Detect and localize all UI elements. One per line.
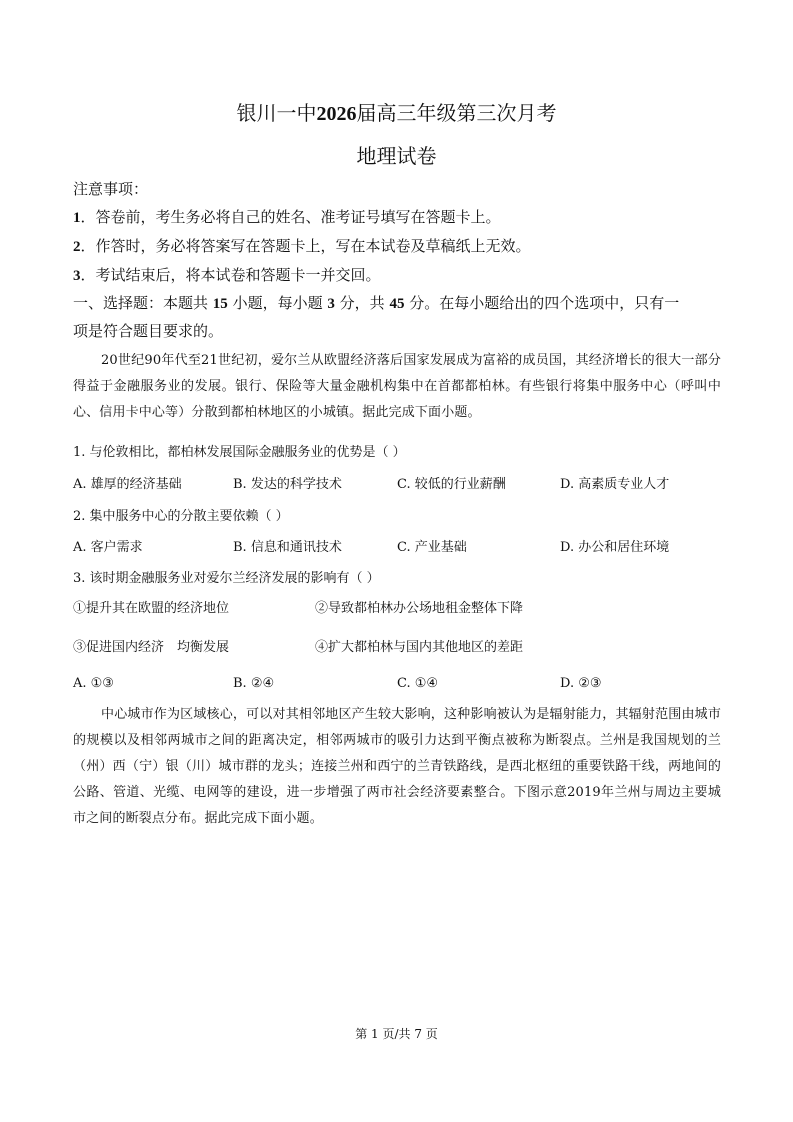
notice-item-3 bbox=[73, 264, 381, 287]
question-3-statement-3: ③促进国内经济 均衡发展 bbox=[73, 640, 230, 655]
section-text: 分，共 bbox=[339, 294, 385, 312]
notice-item-1 bbox=[73, 206, 501, 229]
section-number: 15 bbox=[212, 296, 228, 312]
question-1-option-d: D. 高素质专业人才 bbox=[560, 477, 670, 492]
notice-num: 2 bbox=[73, 239, 81, 255]
question-2-option-c: C. 产业基础 bbox=[397, 540, 467, 555]
question-2-option-a: A. 客户需求 bbox=[73, 540, 143, 555]
question-2-option-b: B. 信息和通讯技术 bbox=[233, 540, 342, 555]
question-2-stem: 2. 集中服务中心的分散主要依赖（ ） bbox=[73, 509, 289, 524]
question-3-stem: 3. 该时期金融服务业对爱尔兰经济发展的影响有（ ） bbox=[73, 571, 380, 586]
question-3-option-b: B. ②④ bbox=[233, 676, 275, 691]
section-text: 分。在每小题给出的四个选项中，只有一 bbox=[409, 294, 680, 312]
section-number: 45 bbox=[389, 296, 405, 312]
exam-title bbox=[0, 99, 793, 128]
question-1-option-a: A. 雄厚的经济基础 bbox=[73, 477, 182, 492]
question-1-option-b: B. 发达的科学技术 bbox=[233, 477, 342, 492]
notice-num: 1 bbox=[73, 210, 81, 226]
question-2-option-d: D. 办公和居住环境 bbox=[560, 540, 670, 555]
passage-1 bbox=[73, 348, 721, 426]
title-prefix: 银川一中 bbox=[236, 101, 317, 125]
question-1-stem: 1. 与伦敦相比，都柏林发展国际金融服务业的优势是（ ） bbox=[73, 445, 406, 460]
section-text: 小题，每小题 bbox=[232, 294, 323, 312]
question-3-statement-4: ④扩大都柏林与国内其他地区的差距 bbox=[315, 640, 524, 655]
notice-heading: 注意事项： bbox=[73, 180, 149, 198]
section-text: 一、选择题：本题共 bbox=[73, 294, 209, 312]
notice-item-2 bbox=[73, 235, 531, 258]
question-3-statement-1: ①提升其在欧盟的经济地位 bbox=[73, 601, 230, 616]
notice-text: ．考试结束后，将本试卷和答题卡一并交回。 bbox=[80, 266, 381, 284]
section-heading bbox=[73, 292, 679, 315]
notice-text: ．作答时，务必将答案写在答题卡上，写在本试卷及草稿纸上无效。 bbox=[80, 237, 531, 255]
section-heading-line2: 项是符合题目要求的。 bbox=[73, 322, 224, 340]
title-suffix: 届高三年级第三次月考 bbox=[356, 101, 557, 125]
page-number: 第 1 页/共 7 页 bbox=[355, 1027, 438, 1041]
section-number: 3 bbox=[327, 296, 335, 312]
question-3-option-d: D. ②③ bbox=[560, 676, 602, 691]
notice-num: 3 bbox=[73, 268, 81, 284]
question-1-option-c: C. 较低的行业薪酬 bbox=[397, 477, 506, 492]
passage-1-text: 20世纪90年代至21世纪初，爱尔兰从欧盟经济落后国家发展成为富裕的成员国，其经济增长的很大一部分得益于金融服务业的发展。银行、保险等大量金融机构集中在首都都柏林。有些银行将集中服务中心（呼叫中心、信用卡中心等）分散到都柏林地区的小城镇。据此完成下面小题。 bbox=[73, 353, 721, 420]
question-3-statement-2: ②导致都柏林办公场地租金整体下降 bbox=[315, 601, 524, 616]
title-year: 2026 bbox=[316, 103, 357, 125]
subject-title: 地理试卷 bbox=[356, 144, 437, 168]
passage-2 bbox=[73, 702, 721, 832]
notice-text: ．答卷前，考生务必将自己的姓名、准考证号填写在答题卡上。 bbox=[80, 208, 501, 226]
passage-2-text: 中心城市作为区域核心，可以对其相邻地区产生较大影响，这种影响被认为是辐射能力，其辐射范围由城市的规模以及相邻两城市之间的距离决定，相邻两城市的吸引力达到平衡点被称为断裂点。兰州是我国规划的兰（州）西（宁）银（川）城市群的龙头；连接兰州和西宁的兰青铁路线，是西北枢纽的重要铁路干线，两地间的公路、管道、光缆、电网等的建设，进一步增强了两市社会经济要素整合。下图示意2019年兰州与周边主要城市之间的断裂点分布。据此完成下面小题。 bbox=[73, 707, 721, 826]
question-3-option-c: C. ①④ bbox=[397, 676, 439, 691]
question-3-option-a: A. ①③ bbox=[73, 676, 114, 691]
